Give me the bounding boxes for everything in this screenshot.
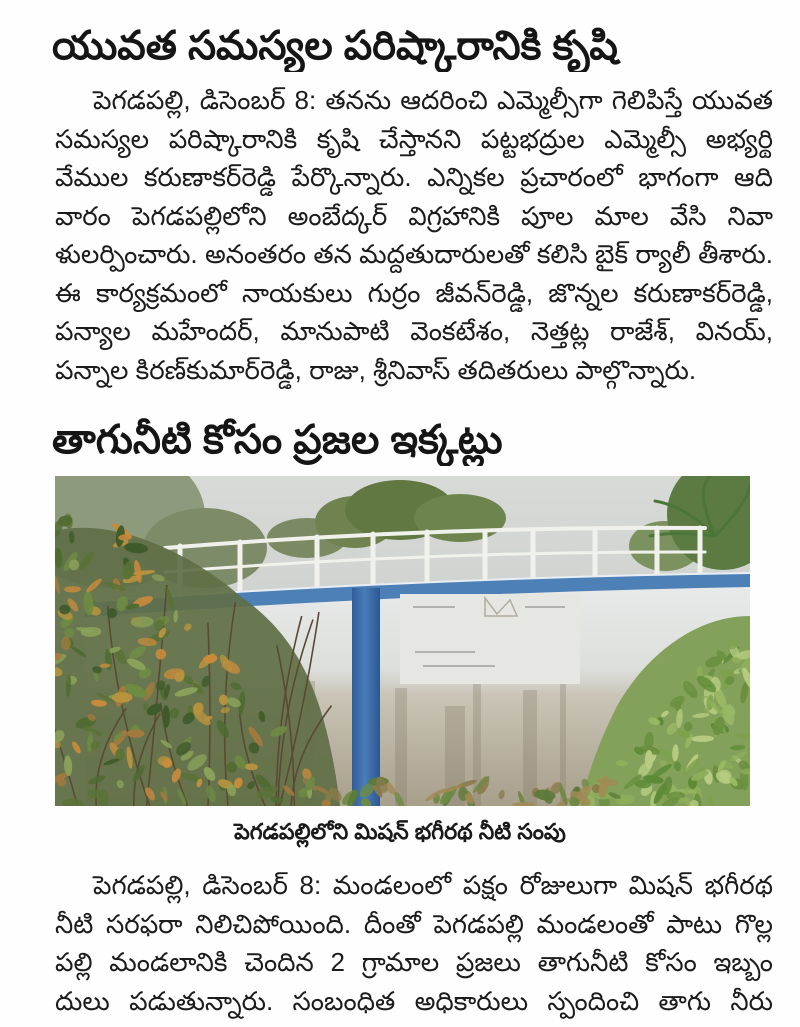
article2-line: దులు పడుతున్నారు. సంబంధిత అధికారులు స్పందించి తాగు నీరు — [55, 985, 773, 1016]
article1-headline: యువత సమస్యల పరిష్కారానికి కృషి — [52, 24, 618, 68]
article1-body — [55, 81, 773, 389]
article1-line: ఈ కార్యక్రమంలో నాయకులు గుర్రం జీవన్‌రెడ్డి, జొన్నల కరుణాకర్‌రెడ్డి, — [55, 277, 773, 308]
sump-pipe — [352, 588, 380, 806]
article2-headline: తాగునీటి కోసం ప్రజల ఇక్కట్లు — [52, 418, 503, 462]
article2-line: నీటి సరఫరా నిలిచిపోయింది. దీంతో పెగడపల్లి మండలంతో పాటు గొల్ల — [55, 908, 773, 939]
article1-line: ళులర్పించారు. అనంతరం తన మద్దతుదారులతో కలిసి బైక్ ర్యాలీ తీశారు. — [55, 239, 773, 269]
leaf — [645, 750, 653, 769]
article2-photo — [55, 476, 750, 806]
article2-line: పల్లి మండలానికి చెందిన 2 గ్రామాల ప్రజలు తాగునీటి కోసం ఇబ్బం — [55, 947, 773, 977]
article1-line: పన్నాల కిరణ్‌కుమార్‌రెడ్డి, రాజు, శ్రీనివాస్ తదితరులు పాల్గొన్నారు. — [55, 354, 697, 385]
water-sump-photo — [55, 476, 750, 806]
article1-line: వేముల కరుణాకర్‌రెడ్డి పేర్కొన్నారు. ఎన్నికల ప్రచారంలో భాగంగా ఆది — [55, 162, 773, 192]
photo-caption: పెగడపల్లిలోని మిషన్ భగీరథ నీటి సంపు — [234, 819, 566, 844]
sump-plaque — [400, 594, 580, 684]
article1-line: సమస్యల పరిష్కారానికి కృషి చేస్తానని పట్టభద్రుల ఎమ్మెల్సీ అభ్యర్థి — [55, 123, 773, 154]
stain-streak — [395, 688, 407, 806]
article2-body — [55, 866, 773, 1020]
article1-line: పెగడపల్లి, డిసెంబర్ 8: తనను ఆదరించి ఎమ్మెల్సీగా గెలిపిస్తే యువత — [93, 85, 773, 115]
article1-line: పన్యాల మహేందర్, మానుపాటి వెంకటేశం, నెత్తట్ల రాజేశ్, వినయ్, — [55, 316, 773, 346]
article2-line: పెగడపల్లి, డిసెంబర్ 8: మండలంలో పక్షం రోజులుగా మిషన్ భగీరథ — [93, 870, 773, 900]
article1-line: వారం పెగడపల్లిలోని అంబేద్కర్ విగ్రహానికి పూల మాల వేసి నివా — [55, 200, 773, 231]
